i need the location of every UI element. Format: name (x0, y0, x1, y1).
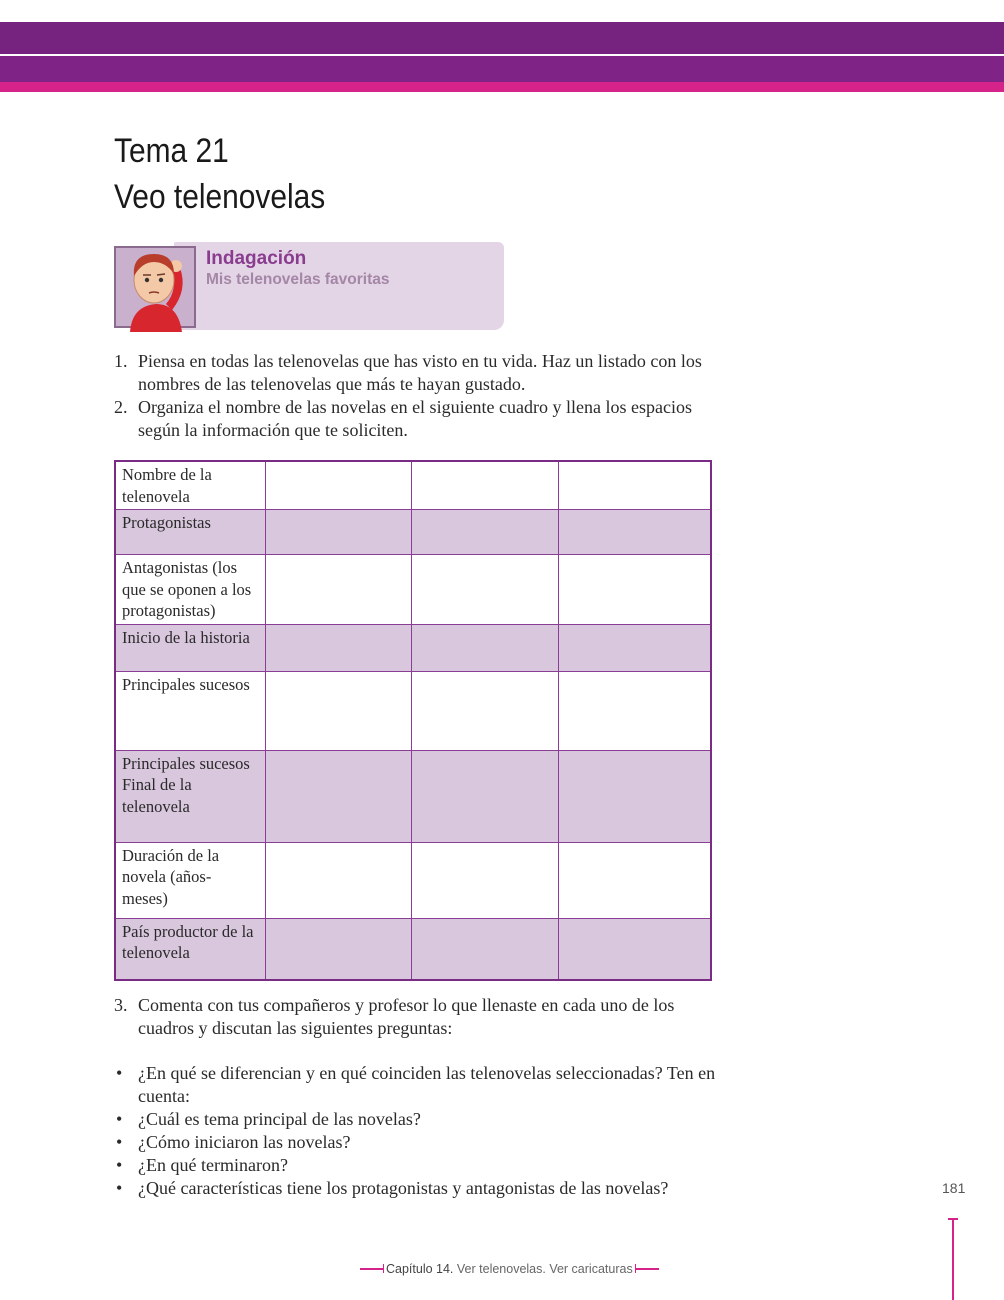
instruction-item (114, 994, 734, 1040)
table-cell[interactable] (412, 750, 559, 842)
footer-bar-right (635, 1268, 659, 1270)
question-text: ¿Cuál es tema principal de las novelas? (138, 1109, 421, 1129)
instruction-text: Organiza el nombre de las novelas en el siguiente cuadro y llena los espacios según la información que te soliciten. (138, 397, 692, 440)
table-cell[interactable] (412, 555, 559, 625)
table-cell[interactable] (412, 918, 559, 980)
instruction-text: Piensa en todas las telenovelas que has visto en tu vida. Haz un listado con los nombres de las telenovelas que más te hayan gustado. (138, 351, 702, 394)
page-marker-line (952, 1218, 954, 1300)
header-band-accent (0, 82, 1004, 92)
question-text: ¿Qué características tiene los protagonistas y antagonistas de las novelas? (138, 1178, 669, 1198)
row-label: País productor de la telenovela (115, 918, 265, 980)
table-row (115, 461, 711, 510)
table-cell[interactable] (265, 750, 412, 842)
page-title (114, 128, 325, 220)
indagacion-banner (114, 240, 506, 332)
footer-title: Ver telenovelas. Ver caricaturas (456, 1262, 633, 1276)
page-number: 181 (942, 1180, 966, 1196)
topic-title: Veo telenovelas (114, 178, 326, 216)
footer-text (384, 1262, 635, 1276)
list-item (114, 1177, 754, 1200)
table-cell[interactable] (559, 750, 711, 842)
table-row (115, 510, 711, 555)
table-cell[interactable] (559, 461, 711, 510)
banner-subheading: Mis telenovelas favoritas (206, 271, 390, 288)
question-text: ¿En qué se diferencian y en qué coinciden las telenovelas seleccionadas? Ten en cuenta: (138, 1063, 716, 1106)
table-cell[interactable] (265, 461, 412, 510)
table-row (115, 918, 711, 980)
table-cell[interactable] (559, 842, 711, 918)
row-label: Antagonistas (los que se oponen a los protagonistas) (115, 555, 265, 625)
table-cell[interactable] (559, 918, 711, 980)
table-cell[interactable] (412, 842, 559, 918)
table-cell[interactable] (265, 555, 412, 625)
list-item (114, 1062, 754, 1108)
row-label: Protagonistas (115, 510, 265, 555)
row-label: Principales sucesos Final de la telenovela (115, 750, 265, 842)
instruction-item (114, 350, 714, 396)
thinking-boy-icon (114, 246, 196, 328)
footer-bar-left (360, 1268, 384, 1270)
list-item (114, 1131, 754, 1154)
row-label: Duración de la novela (años- meses) (115, 842, 265, 918)
topic-number: Tema 21 (114, 132, 229, 170)
footer-chapter: Capítulo 14. (386, 1262, 454, 1276)
question-list (114, 1062, 754, 1200)
instruction-number: 1. (114, 351, 128, 371)
instruction-list (114, 350, 714, 442)
bullet-icon: • (116, 1155, 123, 1175)
table-cell[interactable] (265, 510, 412, 555)
table-cell[interactable] (412, 510, 559, 555)
table-cell[interactable] (412, 461, 559, 510)
table-cell[interactable] (265, 842, 412, 918)
header-band-top (0, 22, 1004, 54)
row-label: Principales sucesos (115, 671, 265, 750)
instruction-number: 3. (114, 995, 128, 1015)
table-cell[interactable] (265, 671, 412, 750)
table-cell[interactable] (559, 624, 711, 671)
instruction-list-2 (114, 994, 734, 1040)
row-label: Nombre de la telenovela (115, 461, 265, 510)
banner-heading: Indagación (206, 248, 307, 269)
bullet-icon: • (116, 1132, 123, 1152)
table-row (115, 555, 711, 625)
table-row (115, 842, 711, 918)
instruction-item (114, 396, 714, 442)
list-item (114, 1154, 754, 1177)
bullet-icon: • (116, 1109, 123, 1129)
table-row (115, 750, 711, 842)
header-band-mid (0, 56, 1004, 82)
table-cell[interactable] (559, 671, 711, 750)
bullet-icon: • (116, 1178, 123, 1198)
table-cell[interactable] (412, 671, 559, 750)
question-text: ¿En qué terminaron? (138, 1155, 288, 1175)
row-label: Inicio de la historia (115, 624, 265, 671)
table-cell[interactable] (265, 624, 412, 671)
table-row (115, 624, 711, 671)
table-row (115, 671, 711, 750)
instruction-text: Comenta con tus compañeros y profesor lo que llenaste en cada uno de los cuadros y discutan las siguientes preguntas: (138, 995, 675, 1038)
list-item (114, 1108, 754, 1131)
bullet-icon: • (116, 1063, 123, 1083)
instruction-number: 2. (114, 397, 128, 417)
table-cell[interactable] (265, 918, 412, 980)
table-cell[interactable] (559, 510, 711, 555)
table-cell[interactable] (559, 555, 711, 625)
telenovela-table (114, 460, 712, 981)
table-cell[interactable] (412, 624, 559, 671)
question-text: ¿Cómo iniciaron las novelas? (138, 1132, 351, 1152)
footer (360, 1260, 680, 1278)
